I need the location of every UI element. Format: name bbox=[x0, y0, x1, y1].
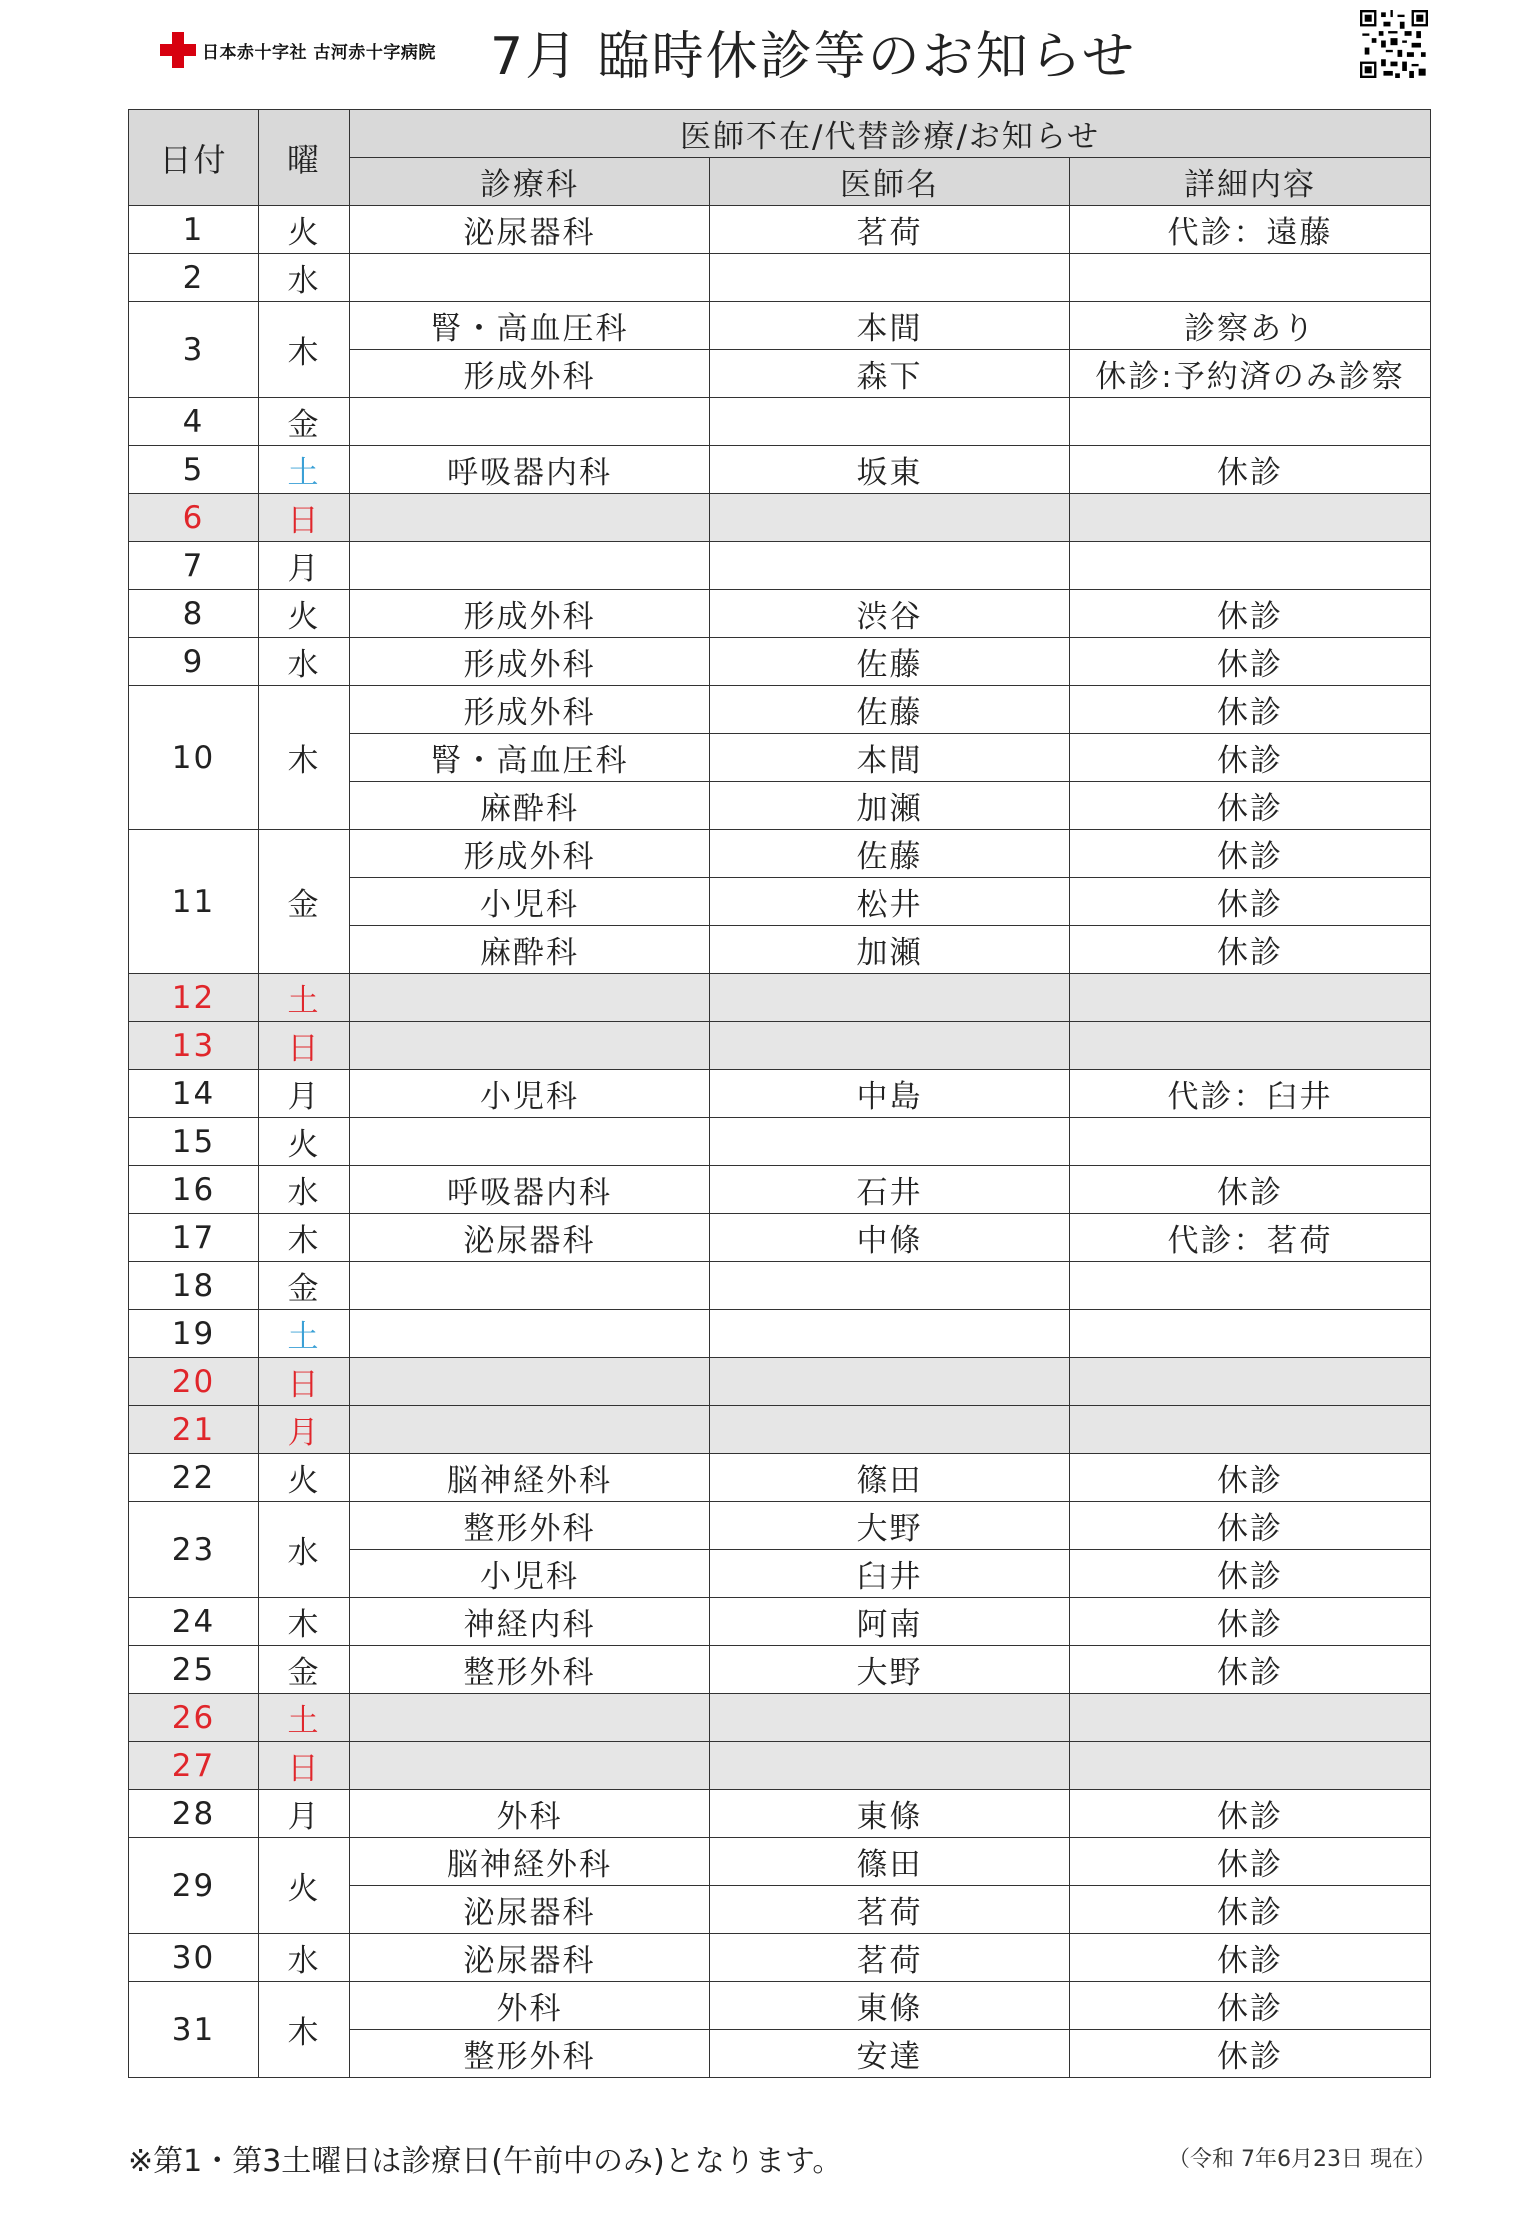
detail-cell: 休診 bbox=[1070, 1454, 1431, 1502]
table-row bbox=[129, 1310, 1431, 1358]
department-cell: 小児科 bbox=[350, 878, 710, 926]
doctor-cell: 大野 bbox=[710, 1646, 1070, 1694]
date-cell: 15 bbox=[129, 1118, 259, 1166]
doctor-cell: 坂東 bbox=[710, 446, 1070, 494]
doctor-cell bbox=[710, 398, 1070, 446]
table-row bbox=[129, 1358, 1431, 1406]
weekday-cell: 月 bbox=[259, 1070, 350, 1118]
detail-cell: 診察あり bbox=[1070, 302, 1431, 350]
table-row bbox=[129, 1022, 1431, 1070]
table-row bbox=[129, 1454, 1431, 1502]
table-row bbox=[129, 1214, 1431, 1262]
department-cell bbox=[350, 1358, 710, 1406]
doctor-cell: 臼井 bbox=[710, 1550, 1070, 1598]
weekday-cell: 土 bbox=[259, 446, 350, 494]
doctor-cell: 加瀬 bbox=[710, 782, 1070, 830]
doctor-cell bbox=[710, 254, 1070, 302]
doctor-cell: 東條 bbox=[710, 1790, 1070, 1838]
weekday-cell: 金 bbox=[259, 1262, 350, 1310]
doctor-cell bbox=[710, 542, 1070, 590]
table-row bbox=[129, 1790, 1431, 1838]
weekday-cell: 火 bbox=[259, 1118, 350, 1166]
date-cell: 2 bbox=[129, 254, 259, 302]
weekday-cell: 金 bbox=[259, 398, 350, 446]
table-row bbox=[129, 1694, 1431, 1742]
date-cell: 23 bbox=[129, 1502, 259, 1598]
department-cell bbox=[350, 1742, 710, 1790]
table-row bbox=[129, 542, 1431, 590]
weekday-cell: 月 bbox=[259, 542, 350, 590]
doctor-cell: 本間 bbox=[710, 302, 1070, 350]
table-row bbox=[129, 1118, 1431, 1166]
detail-cell: 休診:予約済のみ診察 bbox=[1070, 350, 1431, 398]
table-row bbox=[129, 206, 1431, 254]
detail-cell: 休診 bbox=[1070, 734, 1431, 782]
weekday-cell: 日 bbox=[259, 1742, 350, 1790]
date-cell: 19 bbox=[129, 1310, 259, 1358]
date-cell: 31 bbox=[129, 1982, 259, 2078]
saturday-note: ※第1・第3土曜日は診療日(午前中のみ)となります。 bbox=[128, 2144, 843, 2179]
department-cell: 麻酔科 bbox=[350, 926, 710, 974]
doctor-cell: 佐藤 bbox=[710, 638, 1070, 686]
as-of-date: （令和 7年6月23日 現在） bbox=[1168, 2147, 1436, 2172]
weekday-cell: 土 bbox=[259, 1694, 350, 1742]
table-row bbox=[129, 638, 1431, 686]
table-row bbox=[129, 1166, 1431, 1214]
table-row bbox=[129, 446, 1431, 494]
detail-cell: 休診 bbox=[1070, 1646, 1431, 1694]
detail-cell: 休診 bbox=[1070, 686, 1431, 734]
weekday-cell: 火 bbox=[259, 590, 350, 638]
department-cell bbox=[350, 1262, 710, 1310]
date-cell: 22 bbox=[129, 1454, 259, 1502]
weekday-cell: 水 bbox=[259, 1934, 350, 1982]
weekday-cell: 土 bbox=[259, 1310, 350, 1358]
date-cell: 14 bbox=[129, 1070, 259, 1118]
department-cell bbox=[350, 398, 710, 446]
date-cell: 30 bbox=[129, 1934, 259, 1982]
table-row bbox=[129, 974, 1431, 1022]
department-cell: 小児科 bbox=[350, 1550, 710, 1598]
doctor-cell: 茗荷 bbox=[710, 1886, 1070, 1934]
date-cell: 3 bbox=[129, 302, 259, 398]
header-department: 診療科 bbox=[350, 158, 710, 206]
date-cell: 13 bbox=[129, 1022, 259, 1070]
table-row bbox=[129, 1646, 1431, 1694]
doctor-cell: 中條 bbox=[710, 1214, 1070, 1262]
department-cell: 泌尿器科 bbox=[350, 206, 710, 254]
date-cell: 11 bbox=[129, 830, 259, 974]
table-row bbox=[129, 1838, 1431, 1886]
weekday-cell: 火 bbox=[259, 1454, 350, 1502]
doctor-cell bbox=[710, 1310, 1070, 1358]
doctor-cell: 本間 bbox=[710, 734, 1070, 782]
weekday-cell: 日 bbox=[259, 1022, 350, 1070]
detail-cell bbox=[1070, 1118, 1431, 1166]
weekday-cell: 木 bbox=[259, 302, 350, 398]
department-cell bbox=[350, 542, 710, 590]
weekday-cell: 金 bbox=[259, 830, 350, 974]
date-cell: 6 bbox=[129, 494, 259, 542]
header-date: 日付 bbox=[129, 110, 259, 206]
weekday-cell: 水 bbox=[259, 1502, 350, 1598]
department-cell: 整形外科 bbox=[350, 1502, 710, 1550]
department-cell: 泌尿器科 bbox=[350, 1934, 710, 1982]
doctor-cell bbox=[710, 1262, 1070, 1310]
detail-cell: 休診 bbox=[1070, 1166, 1431, 1214]
date-cell: 5 bbox=[129, 446, 259, 494]
weekday-cell: 木 bbox=[259, 1598, 350, 1646]
detail-cell bbox=[1070, 542, 1431, 590]
date-cell: 26 bbox=[129, 1694, 259, 1742]
table-row bbox=[129, 1982, 1431, 2030]
detail-cell: 休診 bbox=[1070, 1982, 1431, 2030]
detail-cell: 休診 bbox=[1070, 782, 1431, 830]
table-row bbox=[129, 1598, 1431, 1646]
detail-cell bbox=[1070, 254, 1431, 302]
weekday-cell: 木 bbox=[259, 1982, 350, 2078]
department-cell: 整形外科 bbox=[350, 2030, 710, 2078]
date-cell: 20 bbox=[129, 1358, 259, 1406]
doctor-cell: 渋谷 bbox=[710, 590, 1070, 638]
table-row bbox=[129, 1070, 1431, 1118]
department-cell: 外科 bbox=[350, 1982, 710, 2030]
weekday-cell: 月 bbox=[259, 1790, 350, 1838]
doctor-cell: 茗荷 bbox=[710, 206, 1070, 254]
table-row bbox=[129, 302, 1431, 350]
detail-cell: 休診 bbox=[1070, 1502, 1431, 1550]
detail-cell bbox=[1070, 1358, 1431, 1406]
weekday-cell: 月 bbox=[259, 1406, 350, 1454]
detail-cell bbox=[1070, 1310, 1431, 1358]
table-row bbox=[129, 494, 1431, 542]
doctor-cell bbox=[710, 974, 1070, 1022]
hospital-logo bbox=[160, 32, 436, 68]
weekday-cell: 土 bbox=[259, 974, 350, 1022]
department-cell: 形成外科 bbox=[350, 350, 710, 398]
header-group: 医師不在/代替診療/お知らせ bbox=[350, 110, 1431, 158]
detail-cell: 休診 bbox=[1070, 1934, 1431, 1982]
date-cell: 12 bbox=[129, 974, 259, 1022]
doctor-cell: 佐藤 bbox=[710, 830, 1070, 878]
doctor-cell bbox=[710, 1694, 1070, 1742]
date-cell: 17 bbox=[129, 1214, 259, 1262]
closure-schedule-table bbox=[128, 109, 1431, 2078]
date-cell: 18 bbox=[129, 1262, 259, 1310]
table-row bbox=[129, 1502, 1431, 1550]
doctor-cell bbox=[710, 1022, 1070, 1070]
detail-cell bbox=[1070, 494, 1431, 542]
page-title: 7月 臨時休診等のお知らせ bbox=[490, 27, 1137, 87]
detail-cell: 休診 bbox=[1070, 926, 1431, 974]
table-row bbox=[129, 590, 1431, 638]
weekday-cell: 金 bbox=[259, 1646, 350, 1694]
red-cross-icon bbox=[160, 32, 196, 68]
department-cell bbox=[350, 1022, 710, 1070]
doctor-cell: 阿南 bbox=[710, 1598, 1070, 1646]
department-cell: 呼吸器内科 bbox=[350, 446, 710, 494]
doctor-cell bbox=[710, 494, 1070, 542]
department-cell: 泌尿器科 bbox=[350, 1886, 710, 1934]
department-cell: 神経内科 bbox=[350, 1598, 710, 1646]
hospital-name: 日本赤十字社 古河赤十字病院 bbox=[202, 42, 436, 63]
detail-cell: 休診 bbox=[1070, 446, 1431, 494]
doctor-cell: 石井 bbox=[710, 1166, 1070, 1214]
date-cell: 21 bbox=[129, 1406, 259, 1454]
department-cell bbox=[350, 974, 710, 1022]
department-cell bbox=[350, 1406, 710, 1454]
doctor-cell: 篠田 bbox=[710, 1838, 1070, 1886]
date-cell: 4 bbox=[129, 398, 259, 446]
doctor-cell: 松井 bbox=[710, 878, 1070, 926]
detail-cell bbox=[1070, 1406, 1431, 1454]
detail-cell bbox=[1070, 1694, 1431, 1742]
table-row bbox=[129, 686, 1431, 734]
department-cell bbox=[350, 254, 710, 302]
department-cell: 形成外科 bbox=[350, 830, 710, 878]
table-row bbox=[129, 254, 1431, 302]
doctor-cell: 篠田 bbox=[710, 1454, 1070, 1502]
department-cell: 小児科 bbox=[350, 1070, 710, 1118]
department-cell: 呼吸器内科 bbox=[350, 1166, 710, 1214]
date-cell: 9 bbox=[129, 638, 259, 686]
detail-cell bbox=[1070, 974, 1431, 1022]
detail-cell bbox=[1070, 1022, 1431, 1070]
table-row bbox=[129, 1934, 1431, 1982]
weekday-cell: 水 bbox=[259, 1166, 350, 1214]
detail-cell: 休診 bbox=[1070, 1838, 1431, 1886]
weekday-cell: 火 bbox=[259, 1838, 350, 1934]
weekday-cell: 木 bbox=[259, 1214, 350, 1262]
weekday-cell: 水 bbox=[259, 254, 350, 302]
weekday-cell: 日 bbox=[259, 494, 350, 542]
detail-cell: 休診 bbox=[1070, 590, 1431, 638]
detail-cell: 代診：茗荷 bbox=[1070, 1214, 1431, 1262]
department-cell: 外科 bbox=[350, 1790, 710, 1838]
doctor-cell bbox=[710, 1742, 1070, 1790]
doctor-cell bbox=[710, 1406, 1070, 1454]
department-cell bbox=[350, 494, 710, 542]
date-cell: 16 bbox=[129, 1166, 259, 1214]
detail-cell: 休診 bbox=[1070, 1886, 1431, 1934]
detail-cell: 休診 bbox=[1070, 1550, 1431, 1598]
detail-cell: 代診：遠藤 bbox=[1070, 206, 1431, 254]
weekday-cell: 日 bbox=[259, 1358, 350, 1406]
table-row bbox=[129, 1262, 1431, 1310]
date-cell: 1 bbox=[129, 206, 259, 254]
detail-cell: 休診 bbox=[1070, 1598, 1431, 1646]
department-cell bbox=[350, 1118, 710, 1166]
weekday-cell: 水 bbox=[259, 638, 350, 686]
detail-cell bbox=[1070, 1262, 1431, 1310]
doctor-cell: 大野 bbox=[710, 1502, 1070, 1550]
detail-cell: 休診 bbox=[1070, 638, 1431, 686]
table-row bbox=[129, 1406, 1431, 1454]
department-cell: 脳神経外科 bbox=[350, 1838, 710, 1886]
table-row bbox=[129, 398, 1431, 446]
date-cell: 8 bbox=[129, 590, 259, 638]
department-cell: 脳神経外科 bbox=[350, 1454, 710, 1502]
date-cell: 29 bbox=[129, 1838, 259, 1934]
department-cell: 形成外科 bbox=[350, 638, 710, 686]
date-cell: 28 bbox=[129, 1790, 259, 1838]
weekday-cell: 火 bbox=[259, 206, 350, 254]
header-detail: 詳細内容 bbox=[1070, 158, 1431, 206]
detail-cell bbox=[1070, 398, 1431, 446]
table-row bbox=[129, 830, 1431, 878]
weekday-cell: 木 bbox=[259, 686, 350, 830]
doctor-cell: 佐藤 bbox=[710, 686, 1070, 734]
doctor-cell: 茗荷 bbox=[710, 1934, 1070, 1982]
detail-cell: 休診 bbox=[1070, 1790, 1431, 1838]
date-cell: 27 bbox=[129, 1742, 259, 1790]
doctor-cell: 安達 bbox=[710, 2030, 1070, 2078]
detail-cell: 代診：臼井 bbox=[1070, 1070, 1431, 1118]
department-cell: 麻酔科 bbox=[350, 782, 710, 830]
detail-cell: 休診 bbox=[1070, 2030, 1431, 2078]
date-cell: 7 bbox=[129, 542, 259, 590]
doctor-cell bbox=[710, 1358, 1070, 1406]
date-cell: 25 bbox=[129, 1646, 259, 1694]
department-cell: 腎・高血圧科 bbox=[350, 734, 710, 782]
qr-code-icon bbox=[1360, 10, 1428, 78]
date-cell: 10 bbox=[129, 686, 259, 830]
detail-cell: 休診 bbox=[1070, 878, 1431, 926]
date-cell: 24 bbox=[129, 1598, 259, 1646]
doctor-cell bbox=[710, 1118, 1070, 1166]
doctor-cell: 加瀬 bbox=[710, 926, 1070, 974]
header-doctor: 医師名 bbox=[710, 158, 1070, 206]
detail-cell bbox=[1070, 1742, 1431, 1790]
doctor-cell: 森下 bbox=[710, 350, 1070, 398]
department-cell: 形成外科 bbox=[350, 590, 710, 638]
doctor-cell: 中島 bbox=[710, 1070, 1070, 1118]
department-cell: 泌尿器科 bbox=[350, 1214, 710, 1262]
detail-cell: 休診 bbox=[1070, 830, 1431, 878]
department-cell: 形成外科 bbox=[350, 686, 710, 734]
table-row bbox=[129, 1742, 1431, 1790]
department-cell bbox=[350, 1694, 710, 1742]
header-weekday: 曜 bbox=[259, 110, 350, 206]
department-cell bbox=[350, 1310, 710, 1358]
department-cell: 腎・高血圧科 bbox=[350, 302, 710, 350]
department-cell: 整形外科 bbox=[350, 1646, 710, 1694]
doctor-cell: 東條 bbox=[710, 1982, 1070, 2030]
